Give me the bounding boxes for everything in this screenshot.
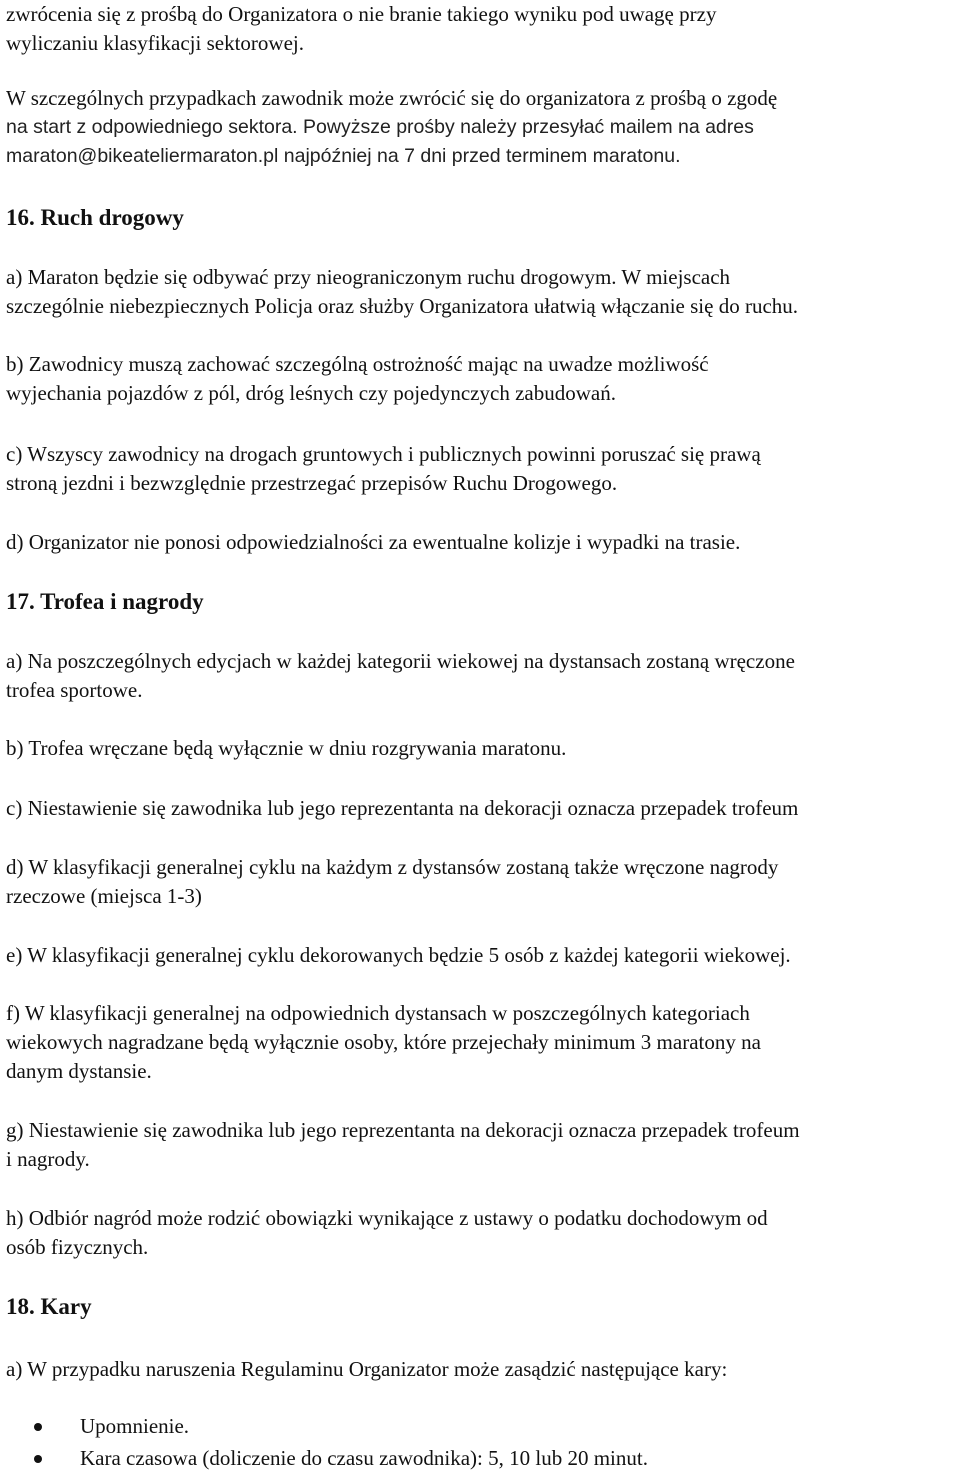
- bullet-icon: [34, 1455, 42, 1463]
- text-line: szczególnie niebezpiecznych Policja oraz służby Organizatora ułatwią włączanie się do ruchu.: [6, 294, 799, 318]
- list-item-text: Upomnienie.: [80, 1414, 190, 1438]
- section-17-item-e: [6, 941, 956, 970]
- text-line: b) Zawodnicy muszą zachować szczególną ostrożność mając na uwadze możliwość: [6, 352, 709, 376]
- text-line: stroną jezdni i bezwzględnie przestrzegać przepisów Ruchu Drogowego.: [6, 471, 618, 495]
- section-17-item-d: [6, 853, 956, 911]
- text-line: zwrócenia się z prośbą do Organizatora o nie branie takiego wyniku pod uwagę przy: [6, 2, 717, 26]
- text-line: wyliczaniu klasyfikacji sektorowej.: [6, 31, 304, 55]
- text-line: i nagrody.: [6, 1147, 90, 1171]
- text-line: c) Niestawienie się zawodnika lub jego reprezentanta na dekoracji oznacza przepadek trofeum: [6, 796, 799, 820]
- text-line: a) Na poszczególnych edycjach w każdej kategorii wiekowej na dystansach zostaną wręczone: [6, 649, 795, 673]
- text-line: d) W klasyfikacji generalnej cyklu na każdym z dystansów zostaną także wręczone nagrody: [6, 855, 779, 879]
- section-16-item-c: [6, 440, 956, 498]
- section-16-item-b: [6, 350, 956, 408]
- penalties-list: [6, 1410, 648, 1474]
- section-18-item-a: [6, 1355, 956, 1384]
- section-17-item-f: [6, 999, 956, 1086]
- text-line: e) W klasyfikacji generalnej cyklu dekorowanych będzie 5 osób z każdej kategorii wiekowej.: [6, 943, 791, 967]
- text-line: f) W klasyfikacji generalnej na odpowiednich dystansach w poszczególnych kategoriach: [6, 1001, 750, 1025]
- text-line: trofea sportowe.: [6, 678, 143, 702]
- section-17-item-c: [6, 794, 956, 823]
- section-16-heading: 16. Ruch drogowy: [6, 205, 184, 230]
- text-line: d) Organizator nie ponosi odpowiedzialności za ewentualne kolizje i wypadki na trasie.: [6, 530, 741, 554]
- text-line: W szczególnych przypadkach zawodnik może zwrócić się do organizatora z prośbą o zgodę: [6, 86, 778, 110]
- section-17-item-g: [6, 1116, 956, 1174]
- text-line: g) Niestawienie się zawodnika lub jego reprezentanta na dekoracji oznacza przepadek trofeum: [6, 1118, 800, 1142]
- text-line: wiekowych nagradzane będą wyłącznie osoby, które przejechały minimum 3 maratony na: [6, 1030, 761, 1054]
- list-item: [6, 1410, 648, 1442]
- text-line: a) Maraton będzie się odbywać przy nieograniczonym ruchu drogowym. W miejscach: [6, 265, 731, 289]
- text-line: b) Trofea wręczane będą wyłącznie w dniu rozgrywania maratonu.: [6, 736, 567, 760]
- list-item: [6, 1442, 648, 1474]
- text-line: rzeczowe (miejsca 1-3): [6, 884, 202, 908]
- sector-request-paragraph: [6, 84, 956, 171]
- text-line: h) Odbiór nagród może rodzić obowiązki wynikające z ustawy o podatku dochodowym od: [6, 1206, 768, 1230]
- text-line: danym dystansie.: [6, 1059, 152, 1083]
- intro-paragraph: [6, 0, 956, 58]
- text-line: c) Wszyscy zawodnicy na drogach gruntowych i publicznych powinni poruszać się prawą: [6, 442, 761, 466]
- list-item-text: Kara czasowa (doliczenie do czasu zawodnika): 5, 10 lub 20 minut.: [80, 1446, 648, 1470]
- text-line: osób fizycznych.: [6, 1235, 149, 1259]
- section-18-heading: 18. Kary: [6, 1294, 92, 1319]
- section-16-item-a: [6, 263, 956, 321]
- section-16-item-d: [6, 528, 956, 557]
- text-line: maraton@bikeateliermaraton.pl najpóźniej na 7 dni przed terminem maratonu.: [6, 145, 681, 167]
- text-line: a) W przypadku naruszenia Regulaminu Organizator może zasądzić następujące kary:: [6, 1357, 728, 1381]
- section-17-heading: 17. Trofea i nagrody: [6, 589, 204, 614]
- section-17-item-b: [6, 734, 956, 763]
- section-17-item-h: [6, 1204, 956, 1262]
- section-17-item-a: [6, 647, 956, 705]
- text-line: wyjechania pojazdów z pól, dróg leśnych czy pojedynczych zabudowań.: [6, 381, 616, 405]
- text-line: na start z odpowiedniego sektora. Powyższe prośby należy przesyłać mailem na adres: [6, 116, 754, 138]
- bullet-icon: [34, 1423, 42, 1431]
